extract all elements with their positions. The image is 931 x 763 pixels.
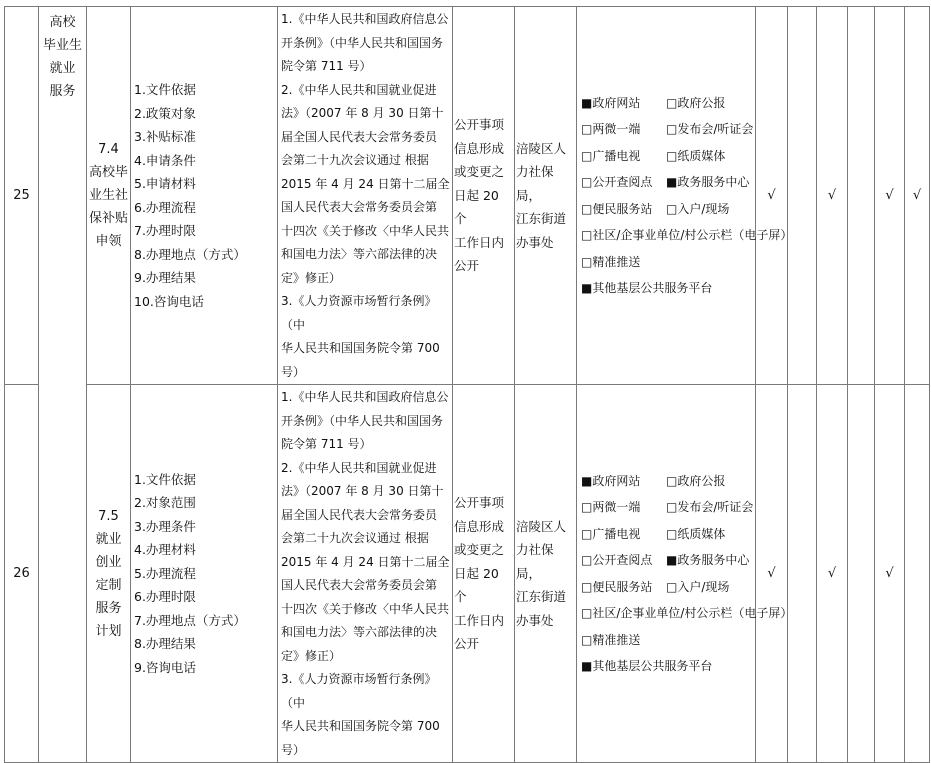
- content-cell: 1.文件依据 2.政策对象 3.补贴标准 4.申请条件 5.申请材料 6.办理流程 7.办理时限 8.办理地点（方式） 9.办理结果 10.咨询电话: [131, 7, 278, 385]
- basis-cell: 1.《中华人民共和国政府信息公 开条例》（中华人民共和国国务 院令第 711 号） 2.《中华人民共和国就业促进 法》（2007 年 8 月 30 日第十 届全国人民代表大会常务委员 会第二十九次会议通过 根据 2015 年 4 月 24 日第十二届全 国人民代表大会常务委员会第 十四次《关于修改〈中华人民共 和国电力法〉等六部法律的决 定》修正） 3.《人力资源市场暂行条例》（中 华人民共和国国务院令第 700 号）: [278, 385, 453, 763]
- time-limit-cell: 公开事项 信息形成 或变更之 日起 20 个 工作日内 公开: [453, 7, 515, 385]
- check-cell: [788, 7, 817, 385]
- category-cell: [39, 7, 87, 763]
- check-cell: [788, 385, 817, 763]
- check-cell: [905, 385, 930, 763]
- subject-cell: 涪陵区人 力社保局， 江东街道 办事处: [515, 385, 577, 763]
- table-row: [5, 7, 930, 385]
- content-cell: 1.文件依据 2.对象范围 3.办理条件 4.办理材料 5.办理流程 6.办理时限 7.办理地点（方式） 8.办理结果 9.咨询电话: [131, 385, 278, 763]
- subject-cell: 涪陵区人 力社保局， 江东街道 办事处: [515, 7, 577, 385]
- check-cell: [848, 7, 875, 385]
- table-row: [5, 385, 930, 763]
- check-cell: √: [817, 385, 848, 763]
- basis-cell: 1.《中华人民共和国政府信息公 开条例》（中华人民共和国国务 院令第 711 号） 2.《中华人民共和国就业促进 法》（2007 年 8 月 30 日第十 届全国人民代表大会常务委员 会第二十九次会议通过 根据 2015 年 4 月 24 日第十二届全 国人民代表大会常务委员会第 十四次《关于修改〈中华人民共 和国电力法〉等六部法律的决 定》修正） 3.《人力资源市场暂行条例》（中 华人民共和国国务院令第 700 号）: [278, 7, 453, 385]
- check-cell: √: [756, 7, 788, 385]
- category-label: 高校 毕业生 就业 服务: [42, 15, 82, 99]
- time-limit-cell: 公开事项 信息形成 或变更之 日起 20 个 工作日内 公开: [453, 385, 515, 763]
- disclosure-table: [4, 6, 930, 763]
- check-cell: √: [905, 7, 930, 385]
- check-cell: [848, 385, 875, 763]
- item-cell: 7.5 就业 创业 定制 服务 计划: [87, 385, 131, 763]
- check-cell: √: [875, 7, 905, 385]
- channels-cell: ■政府网站 □政府公报 □两微一端 □发布会/听证会 □广播电视 □纸质媒体 □公开查阅点 ■政务服务中心 □便民服务站 □入户/现场 □社区/企事业单位/村公示栏（电子屏） □精准推送 ■其他基层公共服务平台: [577, 7, 756, 385]
- item-cell: 7.4 高校毕 业生社 保补贴 申领: [87, 7, 131, 385]
- check-cell: √: [875, 385, 905, 763]
- channels-cell: ■政府网站 □政府公报 □两微一端 □发布会/听证会 □广播电视 □纸质媒体 □公开查阅点 ■政务服务中心 □便民服务站 □入户/现场 □社区/企事业单位/村公示栏（电子屏） □精准推送 ■其他基层公共服务平台: [577, 385, 756, 763]
- check-cell: √: [756, 385, 788, 763]
- row-number: 25: [5, 7, 39, 385]
- row-number: 26: [5, 385, 39, 763]
- check-cell: √: [817, 7, 848, 385]
